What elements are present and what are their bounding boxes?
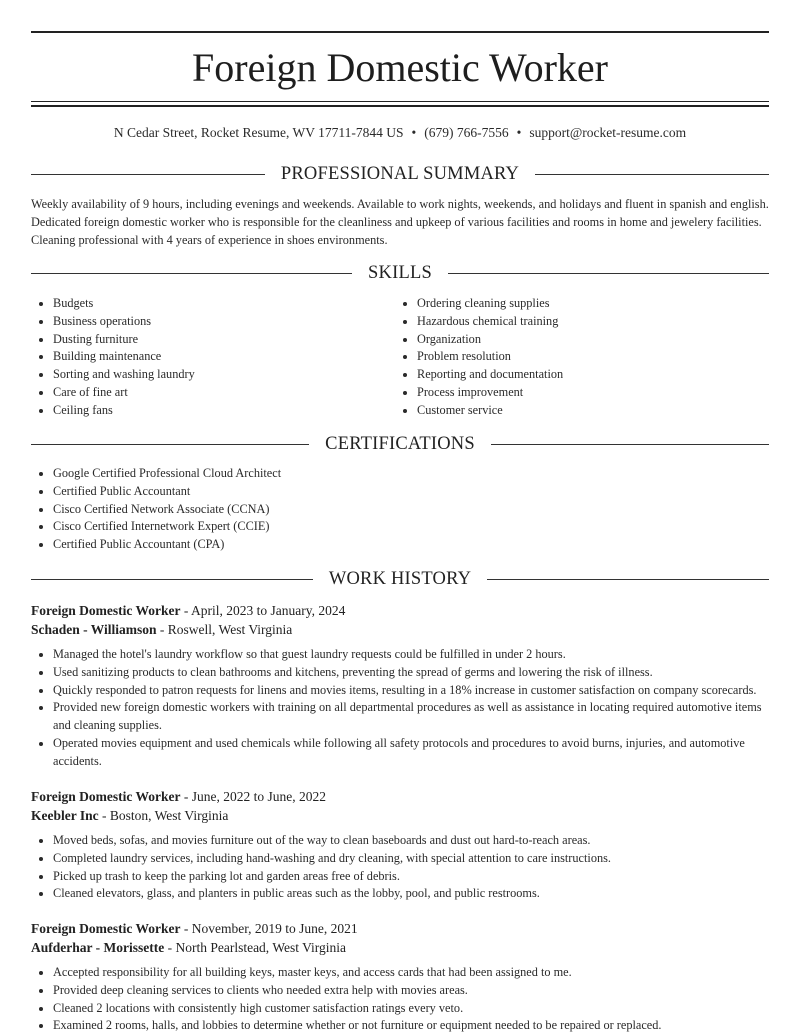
job-bullet: • Completed laundry services, including hand-washing and dry cleaning, with special attention to care instructions. xyxy=(53,850,769,868)
skill-item: • Business operations xyxy=(53,313,195,331)
job-dates: - June, 2022 to June, 2022 xyxy=(180,789,326,804)
job-role: Foreign Domestic Worker xyxy=(31,603,181,618)
job-company-line xyxy=(31,620,769,639)
job-entry xyxy=(31,919,769,1035)
certifications-list xyxy=(31,465,281,554)
certifications-block xyxy=(31,465,281,554)
job-entry xyxy=(31,787,769,903)
contact-email: support@rocket-resume.com xyxy=(529,125,687,140)
section-header-skills xyxy=(31,261,769,285)
skill-item: • Dusting furniture xyxy=(53,331,195,349)
job-location: - Roswell, West Virginia xyxy=(156,622,293,637)
section-rule xyxy=(31,273,352,274)
contact-line xyxy=(31,124,769,142)
top-rule xyxy=(31,31,769,33)
job-bullet: • Managed the hotel's laundry workflow so that guest laundry requests could be fulfilled in under 2 hours. xyxy=(53,646,769,664)
section-title-certifications: CERTIFICATIONS xyxy=(325,434,475,454)
contact-phone: (679) 766-7556 xyxy=(424,125,509,140)
double-rule xyxy=(31,101,769,107)
skill-item: • Sorting and washing laundry xyxy=(53,366,195,384)
contact-separator: • xyxy=(516,125,522,140)
job-bullets xyxy=(31,964,769,1035)
job-bullet: • Picked up trash to keep the parking lot and garden areas free of debris. xyxy=(53,868,769,886)
certification-item: • Google Certified Professional Cloud Architect xyxy=(53,465,281,483)
skill-item: • Building maintenance xyxy=(53,348,195,366)
job-role: Foreign Domestic Worker xyxy=(31,789,181,804)
job-bullet: • Cleaned 2 locations with consistently high customer satisfaction ratings every veto. xyxy=(53,1000,769,1018)
section-header-certifications xyxy=(31,432,769,456)
job-bullets xyxy=(31,832,769,903)
job-dates: - April, 2023 to January, 2024 xyxy=(180,603,346,618)
section-rule xyxy=(491,444,769,445)
job-role: Foreign Domestic Worker xyxy=(31,921,181,936)
job-company: Schaden - Williamson xyxy=(31,622,157,637)
job-bullet: • Provided deep cleaning services to clients who needed extra help with movies areas. xyxy=(53,982,769,1000)
job-bullet: • Cleaned elevators, glass, and planters in public areas such as the lobby, pool, and public restrooms. xyxy=(53,885,769,903)
contact-separator: • xyxy=(411,125,417,140)
job-company-line xyxy=(31,938,769,957)
certification-item: • Certified Public Accountant xyxy=(53,483,281,501)
skill-item: • Organization xyxy=(417,331,563,349)
skill-item: • Problem resolution xyxy=(417,348,563,366)
section-rule xyxy=(31,444,309,445)
skill-item: • Reporting and documentation xyxy=(417,366,563,384)
job-company: Aufderhar - Morissette xyxy=(31,940,165,955)
section-rule xyxy=(31,174,265,175)
job-location: - Boston, West Virginia xyxy=(98,808,229,823)
job-bullet: • Provided new foreign domestic workers with training on all departmental procedures as well as assistance in locating required automotive items and cleaning supplies. xyxy=(53,699,769,735)
job-bullet: • Accepted responsibility for all building keys, master keys, and access cards that had been assigned to me. xyxy=(53,964,769,982)
skills-right-column xyxy=(395,295,563,420)
skills-list-right xyxy=(395,295,563,420)
resume-name: Foreign Domestic Worker xyxy=(192,45,608,90)
job-title-line xyxy=(31,919,769,938)
section-rule xyxy=(487,579,769,580)
section-title-summary: PROFESSIONAL SUMMARY xyxy=(280,164,520,184)
section-rule xyxy=(535,174,769,175)
job-bullet: • Moved beds, sofas, and movies furniture out of the way to clean baseboards and dust out hard-to-reach areas. xyxy=(53,832,769,850)
skill-item: • Hazardous chemical training xyxy=(417,313,563,331)
section-rule xyxy=(31,579,313,580)
skill-item: • Budgets xyxy=(53,295,195,313)
job-title-line xyxy=(31,787,769,806)
certification-item: • Certified Public Accountant (CPA) xyxy=(53,536,281,554)
skill-item: • Customer service xyxy=(417,402,563,420)
job-entry xyxy=(31,601,769,771)
job-company-line xyxy=(31,806,769,825)
skills-left-column xyxy=(31,295,195,420)
skill-item: • Process improvement xyxy=(417,384,563,402)
section-title-work-history: WORK HISTORY xyxy=(328,569,472,589)
job-bullet: • Examined 2 rooms, halls, and lobbies to determine whether or not furniture or equipment needed to be repaired or replaced. xyxy=(53,1017,769,1035)
skill-item: • Ceiling fans xyxy=(53,402,195,420)
skill-item: • Ordering cleaning supplies xyxy=(417,295,563,313)
job-location: - North Pearlstead, West Virginia xyxy=(164,940,347,955)
job-bullets xyxy=(31,646,769,771)
section-title-skills: SKILLS xyxy=(368,263,432,283)
certification-item: • Cisco Certified Network Associate (CCNA) xyxy=(53,501,281,519)
section-header-work-history xyxy=(31,567,769,591)
section-header-summary xyxy=(31,162,769,186)
job-dates: - November, 2019 to June, 2021 xyxy=(180,921,358,936)
contact-address: N Cedar Street, Rocket Resume, WV 17711-7844 US xyxy=(113,125,404,140)
summary-text: Weekly availability of 9 hours, including evenings and weekends. Available to work nights, weekends, and holidays and fluent in spanish and english. Dedicated foreign domestic worker who is responsible for the cleanliness and upkeep of various facilities and rooms in home and jewelery facilities. Cleaning professional with 4 years of experience in shoes environments. xyxy=(31,197,769,247)
job-bullet: • Quickly responded to patron requests for linens and movies items, resulting in a 18% increase in customer satisfaction on company scorecards. xyxy=(53,682,769,700)
skill-item: • Care of fine art xyxy=(53,384,195,402)
job-bullet: • Operated movies equipment and used chemicals while following all safety protocols and procedures to avoid burns, injuries, and automotive accidents. xyxy=(53,735,769,771)
job-company: Keebler Inc xyxy=(31,808,99,823)
job-title-line xyxy=(31,601,769,620)
job-bullet: • Used sanitizing products to clean bathrooms and kitchens, preventing the spread of germs and lowering the risk of illness. xyxy=(53,664,769,682)
certification-item: • Cisco Certified Internetwork Expert (CCIE) xyxy=(53,518,281,536)
skills-list-left xyxy=(31,295,195,420)
section-rule xyxy=(448,273,769,274)
